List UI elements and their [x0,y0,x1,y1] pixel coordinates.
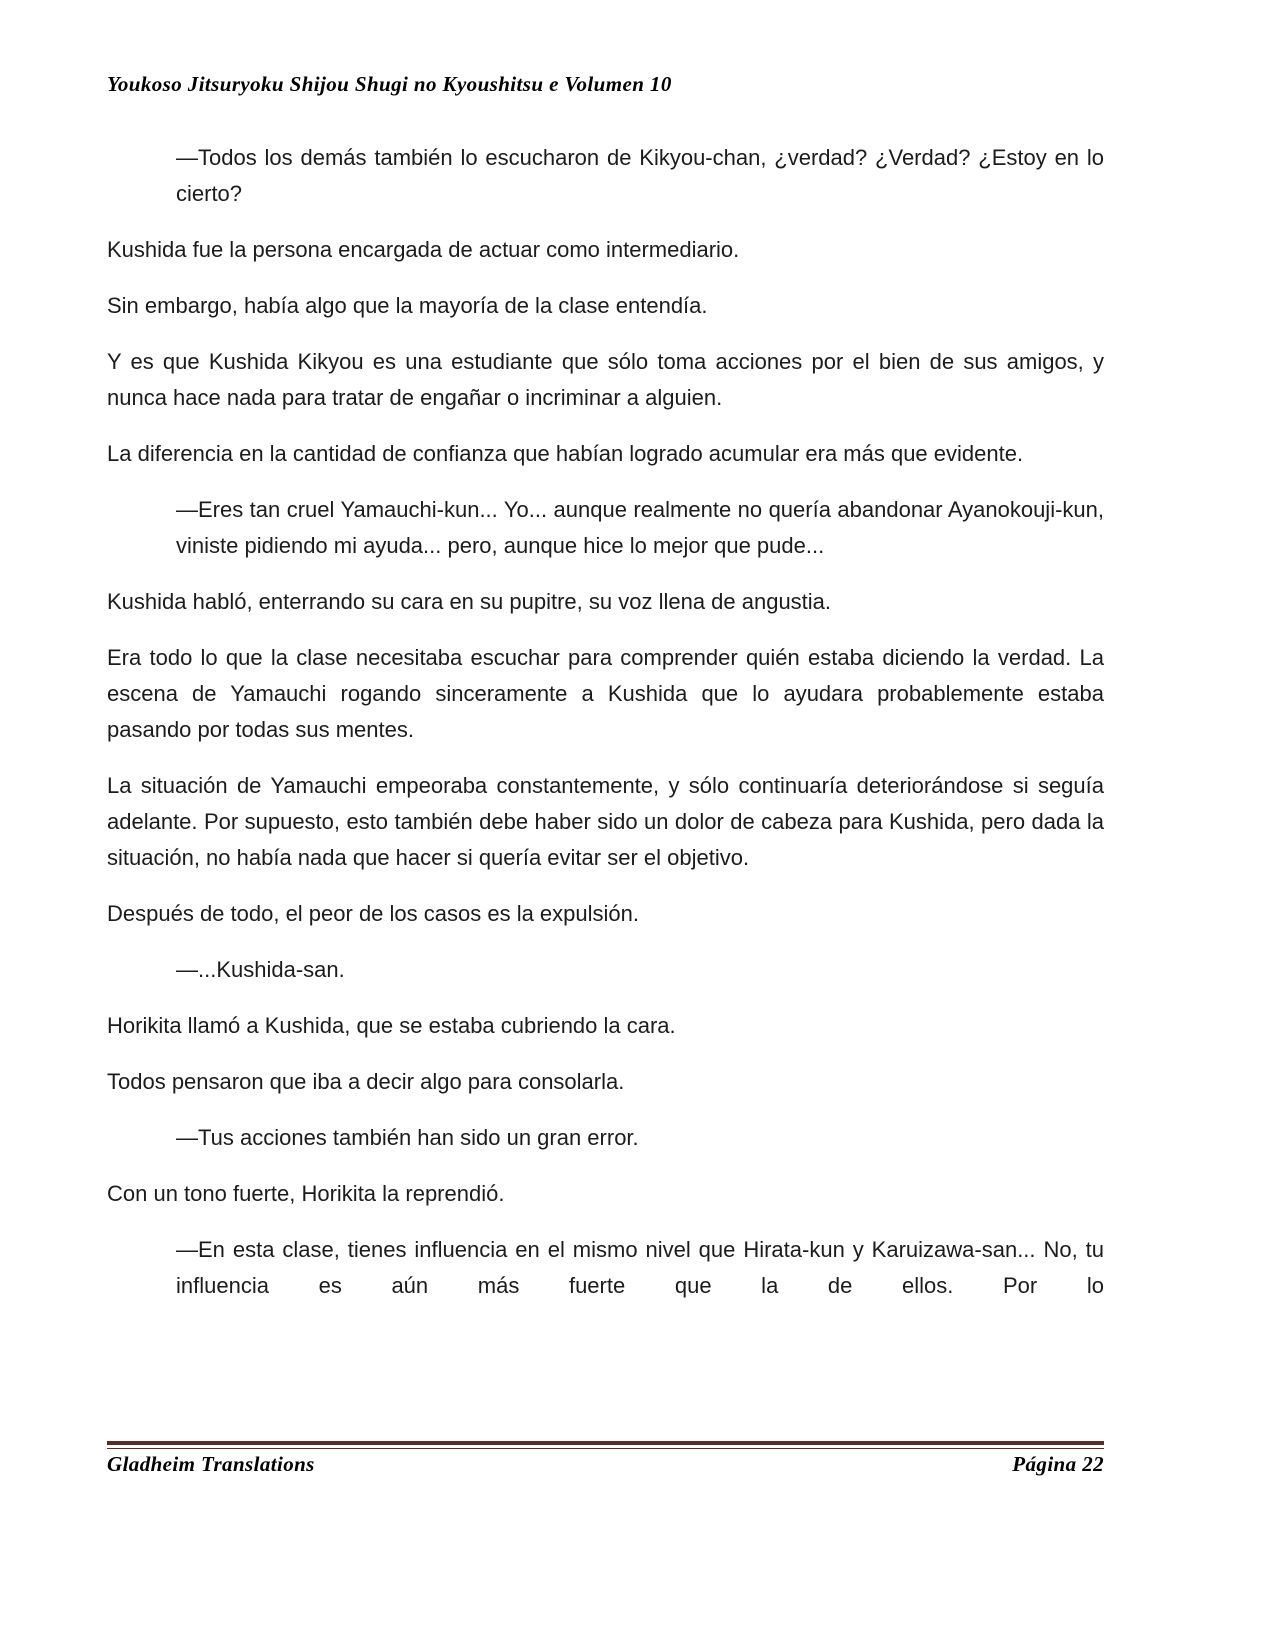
footer-translator-name: Gladheim Translations [107,1452,315,1476]
body-paragraph: Horikita llamó a Kushida, que se estaba cubriendo la cara. [107,1013,676,1038]
page-footer [107,1441,1104,1477]
page-body [107,140,1104,1324]
dialogue-paragraph: —Tus acciones también han sido un gran error. [176,1125,639,1150]
body-paragraph: Era todo lo que la clase necesitaba escuchar para comprender quién estaba diciendo la verdad. La escena de Yamauchi rogando sinceramente a Kushida que lo ayudara probablemente estaba pasando por todas sus mentes. [107,645,1104,742]
body-paragraph: La situación de Yamauchi empeoraba constantemente, y sólo continuaría deteriorándose si seguía adelante. Por supuesto, esto también debe haber sido un dolor de cabeza para Kushida, pero dada la situación, no había nada que hacer si quería evitar ser el objetivo. [107,773,1104,870]
footer-rule [107,1441,1104,1449]
dialogue-paragraph-continued: —En esta clase, tienes influencia en el mismo nivel que Hirata-kun y Karuizawa-san... No, tu influencia es aún más fuerte que la de ellos. Por lo [176,1237,1104,1298]
dialogue-paragraph: —Eres tan cruel Yamauchi-kun... Yo... aunque realmente no quería abandonar Ayanokouji-kun, viniste pidiendo mi ayuda... pero, aunque hice lo mejor que pude... [176,497,1104,558]
page-header-title: Youkoso Jitsuryoku Shijou Shugi no Kyoushitsu e Volumen 10 [107,72,672,96]
body-paragraph: La diferencia en la cantidad de confianza que habían logrado acumular era más que evidente. [107,441,1024,466]
body-paragraph: Y es que Kushida Kikyou es una estudiante que sólo toma acciones por el bien de sus amigos, y nunca hace nada para tratar de engañar o incriminar a alguien. [107,349,1104,410]
body-paragraph: Sin embargo, había algo que la mayoría de la clase entendía. [107,293,708,318]
dialogue-paragraph: —Todos los demás también lo escucharon de Kikyou-chan, ¿verdad? ¿Verdad? ¿Estoy en lo cierto? [176,145,1104,206]
footer-page-number: Página 22 [1012,1452,1104,1476]
body-paragraph: Kushida fue la persona encargada de actuar como intermediario. [107,237,740,262]
dialogue-paragraph: —...Kushida-san. [176,957,345,982]
body-paragraph: Con un tono fuerte, Horikita la reprendió. [107,1181,505,1206]
body-paragraph: Todos pensaron que iba a decir algo para consolarla. [107,1069,625,1094]
body-paragraph: Kushida habló, enterrando su cara en su pupitre, su voz llena de angustia. [107,589,832,614]
body-paragraph: Después de todo, el peor de los casos es la expulsión. [107,901,639,926]
